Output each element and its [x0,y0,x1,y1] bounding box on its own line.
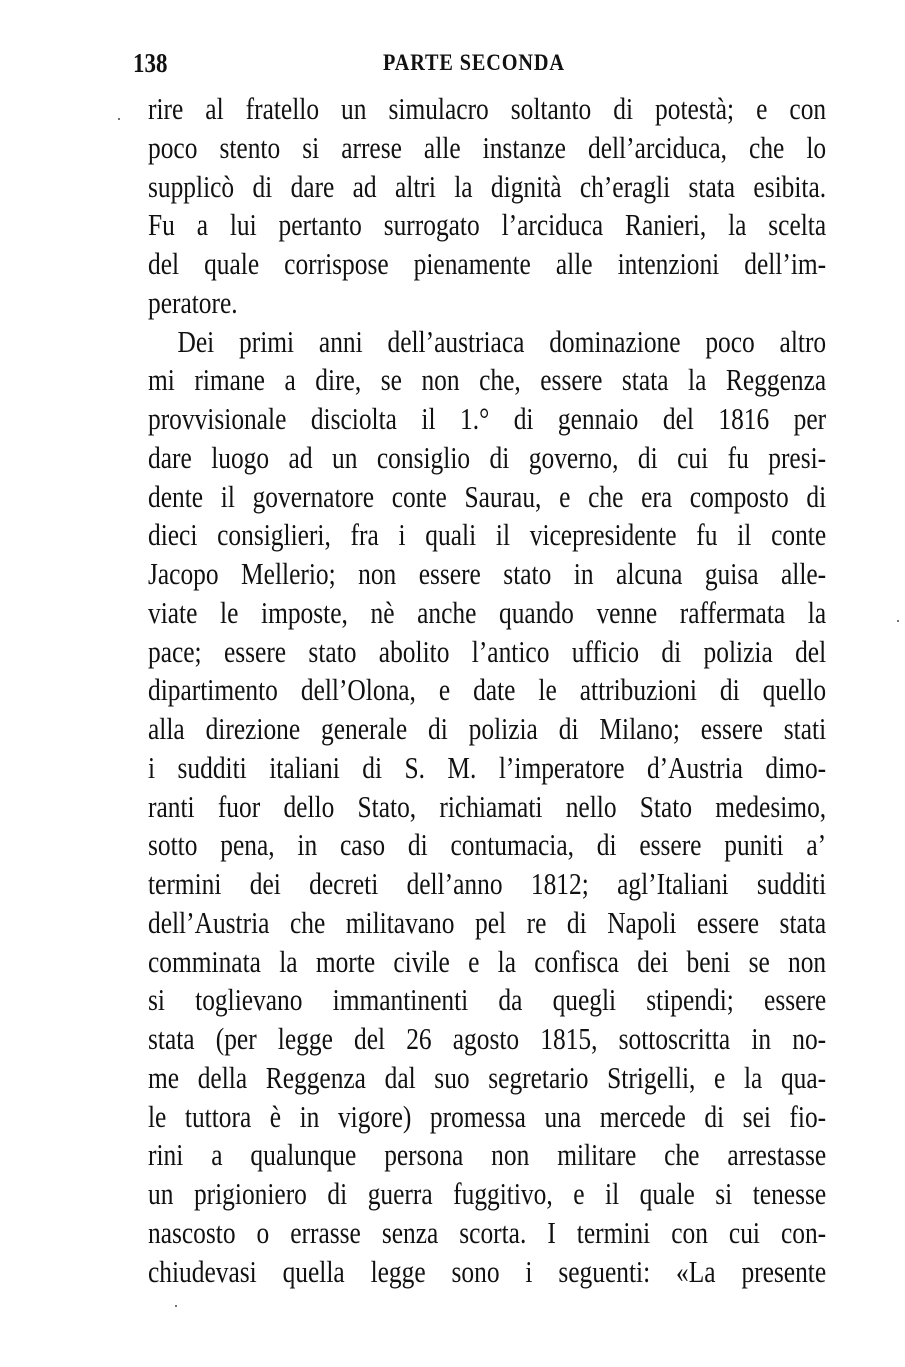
text-line: nascosto o errasse senza scorta. I termini con cui con- [148,1214,827,1250]
text-line: del quale corrispose pienamente alle intenzioni dell’im- [148,246,827,281]
scan-speck [118,118,120,120]
page-header [0,48,905,84]
text-line: Dei primi anni dell’austriaca dominazione poco altro [177,323,827,359]
text-line: termini dei decreti dell’anno 1812; agl’Italiani sudditi [148,866,827,901]
body-text [148,90,826,1291]
text-line: Fu a lui pertanto surrogato l’arciduca Ranieri, la scelta [148,207,827,243]
text-line: chiudevasi quella legge sono i seguenti: «La presente [148,1253,827,1289]
text-line: comminata la morte civile e la confisca dei beni se non [148,943,827,979]
text-line: ranti fuor dello Stato, richiamati nello Stato medesimo, [148,788,827,824]
running-title: PARTE SECONDA [383,50,565,75]
text-line: Jacopo Mellerio; non essere stato in alcuna guisa alle- [148,556,827,591]
text-line: le tuttora è in vigore) promessa una mercede di sei fio- [148,1098,827,1134]
text-line: i sudditi italiani di S. M. l’imperatore d’Austria dimo- [148,749,827,785]
text-line: mi rimane a dire, se non che, essere stata la Reggenza [148,362,827,398]
text-line: dieci consiglieri, fra i quali il vicepresidente fu il conte [148,517,827,553]
text-line: pace; essere stato abolito l’antico ufficio di polizia del [148,633,827,669]
page-number: 138 [133,48,168,78]
text-line: un prigioniero di guerra fuggitivo, e il quale si tenesse [148,1176,827,1211]
text-line: rini a qualunque persona non militare che arrestasse [148,1137,827,1173]
text-line: peratore. [148,284,238,320]
text-line: provvisionale disciolta il 1.° di gennaio del 1816 per [148,401,827,436]
text-line: viate le imposte, nè anche quando venne raffermata la [148,594,827,630]
text-line: dare luogo ad un consiglio di governo, di cui fu presi- [148,439,827,475]
text-line: me della Reggenza dal suo segretario Strigelli, e la qua- [148,1059,827,1095]
text-line: dell’Austria che militavano pel re di Napoli essere stata [148,904,827,940]
text-line: stata (per legge del 26 agosto 1815, sottoscritta in no- [148,1021,827,1056]
text-line: poco stento si arrese alle instanze dell’arciduca, che lo [148,129,827,165]
text-line: si toglievano immantinenti da quegli stipendi; essere [148,982,827,1018]
scan-speck [175,1305,177,1307]
scan-speck [897,620,899,622]
text-line: rire al fratello un simulacro soltanto di potestà; e con [148,91,827,126]
text-line: dipartimento dell’Olona, e date le attribuzioni di quello [148,672,827,708]
text-line: alla direzione generale di polizia di Milano; essere stati [148,711,827,746]
text-line: dente il governatore conte Saurau, e che era composto di [148,478,827,514]
text-line: sotto pena, in caso di contumacia, di essere puniti a’ [148,827,827,863]
text-line: supplicò di dare ad altri la dignità ch’eragli stata esibita. [148,168,827,204]
